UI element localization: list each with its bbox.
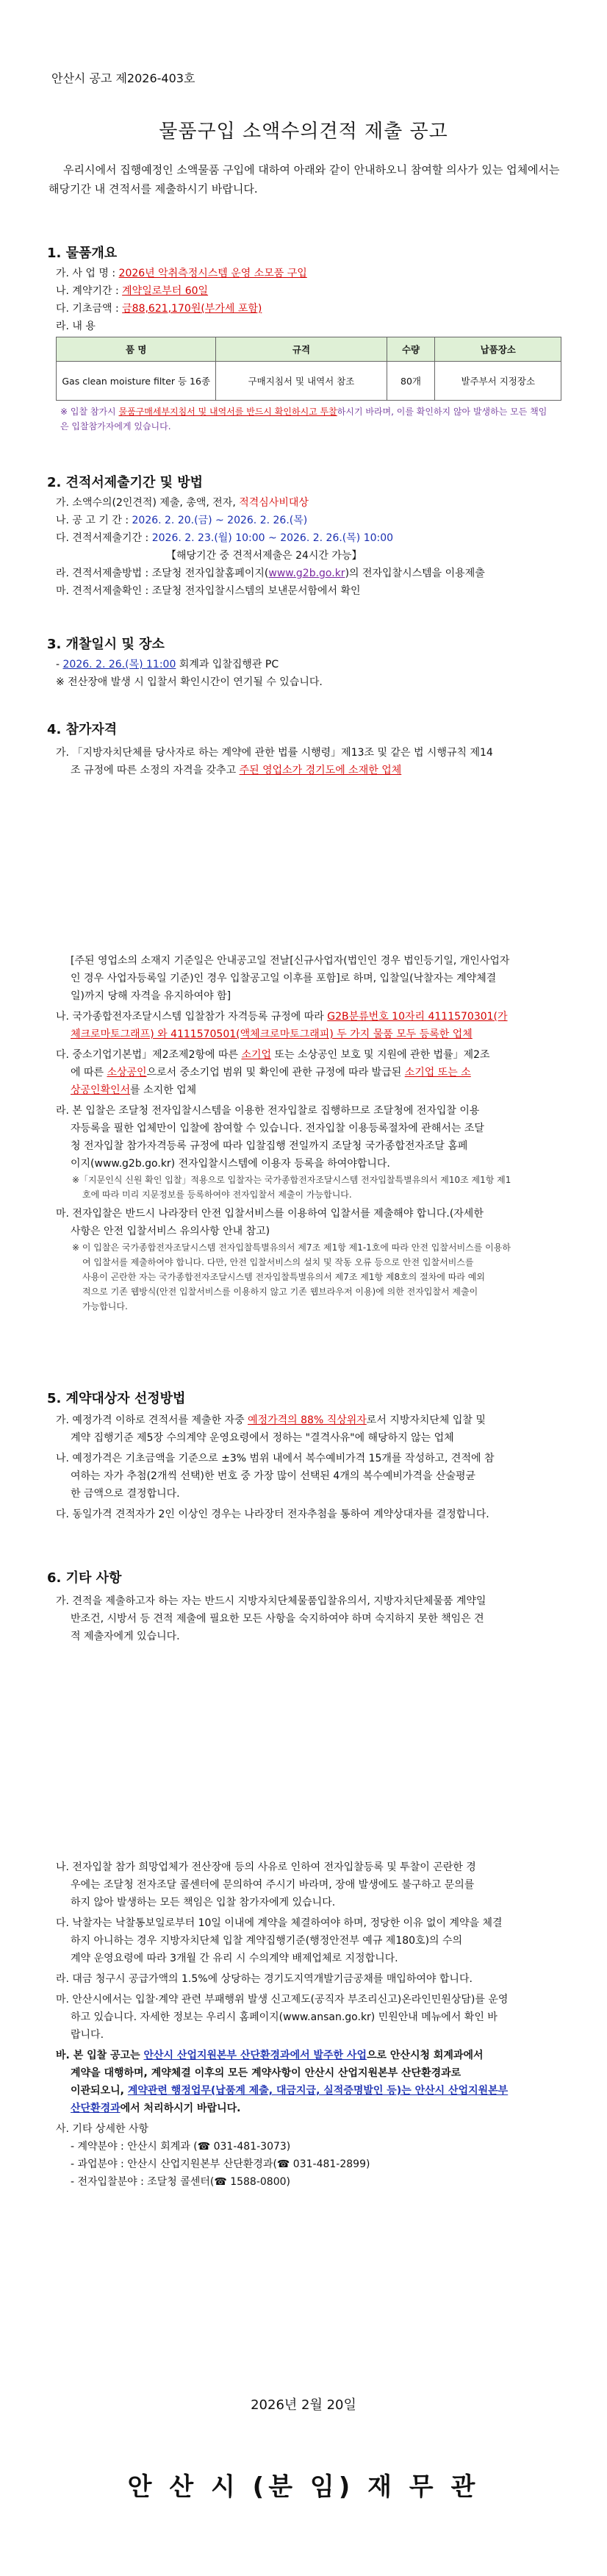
label: 가. 사 업 명 : [56, 268, 116, 279]
text: 다. 중소기업기본법」제2조제2항에 따른 [56, 1049, 239, 1061]
text: 으로 안산시청 회계과에서 [366, 2050, 484, 2061]
qual-ra-line2: 자등록을 필한 업체만이 입찰에 참여할 수 있습니다. 전자입찰 이용등록절차에 관해서는 조달 [71, 1123, 484, 1134]
cell-spec: 구매지침서 및 내역서 참조 [216, 362, 387, 401]
qual-da-line2 [56, 1064, 570, 1081]
qual-ma-line2: 사항은 안전 입찰서비스 유의사항 안내 참고) [71, 1226, 270, 1237]
label: )의 전자입찰시스템을 이용제출 [345, 568, 485, 579]
section-1-heading: 1. 물품개요 [47, 246, 118, 261]
etc-ba-line1 [56, 2047, 570, 2064]
etc-na-line2: 우에는 조달청 전자조달 콜센터에 문의하여 주시기 바라며, 장애 발생에도 불구하고 문의를 [71, 1879, 475, 1891]
bracket-line1: [주된 영업소의 소재지 기준일은 안내공고일 전날[신규사업자(법인인 경우 법인등기일, 개인사업자 [71, 955, 510, 967]
col-header-qty: 수량 [387, 337, 435, 362]
etc-ma-line2: 하고 있습니다. 자세한 정보는 우리시 홈페이지(www.ansan.go.kr) 민원안내 메뉴에서 확인 바 [71, 2011, 498, 2023]
note-emphasis: 물품구매세부지침서 및 내역서를 반드시 확인하시고 투찰 [118, 407, 337, 417]
emphasis: 예정가격의 88% 직상위자 [248, 1414, 367, 1426]
label: 나. 공 고 기 간 : [56, 515, 129, 526]
qual-ma-note1: ※ 이 입찰은 국가종합전자조달시스템 전자입찰특별유의서 제7조 제1항 제1-1호에 따라 안전 입찰서비스를 이용하 [72, 1242, 511, 1253]
etc-ma-line3: 랍니다. [71, 2029, 104, 2041]
text: 으로서 중소기업 범위 및 확인에 관한 규정에 따라 발급된 [146, 1067, 402, 1078]
opening-datetime: 2026. 2. 26.(목) 11:00 [62, 659, 176, 670]
text: 또는 소상공인 보호 및 지원에 관한 법률」제2조 [274, 1049, 490, 1061]
col-header-spec: 규격 [216, 337, 387, 362]
emphasis: 계약관련 행정업무(납품계 제출, 대금지급, 실적증명발인 등)는 안산시 산업지원본부 [127, 2085, 509, 2097]
section-4-ga [56, 744, 570, 779]
text: 를 소지한 업체 [130, 1084, 197, 1096]
select-da-line: 다. 동일가격 견적자가 2인 이상인 경우는 나라장터 전자추첨을 통하여 계약상대자를 결정합니다. [56, 1509, 489, 1520]
contact-item: - 전자입찰분야 : 조달청 콜센터(☎ 1588-0800) [71, 2176, 290, 2188]
cell-place: 발주부서 지정장소 [435, 362, 561, 401]
qual-da-line3 [56, 1081, 570, 1099]
text: 나. 국가종합전자조달시스템 입찰참가 자격등록 규정에 따라 [56, 1011, 324, 1023]
base-amount-row [56, 300, 563, 318]
text: 바. 본 입찰 공고는 [56, 2050, 140, 2061]
label: 다. 기초금액 : [56, 303, 119, 315]
submit-period: 2026. 2. 23.(월) 10:00 ~ 2026. 2. 26.(목) 10:00 [151, 532, 394, 544]
contact-item: - 계약분야 : 안산시 회계과 (☎ 031-481-3073) [71, 2141, 291, 2153]
label: 다. 견적서제출기간 : [56, 532, 149, 544]
qual-ra-note2: 호에 따라 미리 지문정보를 등록하여야 전자입찰서 제출이 가능합니다. [82, 1189, 352, 1200]
section-6-rest [56, 1858, 570, 2191]
opening-row: - 2026. 2. 26.(목) 11:00 회계과 입찰집행관 PC [56, 659, 279, 670]
business-name-row [56, 265, 563, 282]
submit-type-em: 적격심사비대상 [239, 497, 309, 509]
notice-date: 2026년 2월 20일 [251, 2397, 356, 2413]
etc-ba-line3 [56, 2082, 570, 2100]
col-header-item: 품 명 [57, 337, 216, 362]
emphasis: 소기업 [241, 1049, 272, 1061]
qual-ma-note5: 가능합니다. [82, 1301, 128, 1312]
submit-period-sub: 【해당기간 중 견적서제출은 24시간 가능】 [166, 550, 362, 562]
etc-na-line3: 하지 않아 발생하는 모든 책임은 입찰 참가자에게 있습니다. [71, 1897, 336, 1908]
cell-qty: 80개 [387, 362, 435, 401]
content-row [56, 318, 563, 335]
item-table [56, 337, 561, 401]
submit-type: 가. 소액수의(2인견적) 제출, 총액, 전자, [56, 497, 236, 509]
label: 라. 내 용 [56, 321, 96, 332]
section-5-body [56, 1412, 570, 1523]
emphasis: 체크로마토그래프) 와 4111570501(액체크로마토그래피) 두 가지 물품 모두 등록한 업체 [71, 1028, 473, 1040]
issuer-name: 안 산 시 (분 임) 재 무 관 [127, 2472, 480, 2502]
section-2-body [56, 494, 563, 600]
submit-period-row [56, 529, 563, 547]
select-na-line1: 나. 예정가격은 기초금액을 기준으로 ±3% 범위 내에서 복수예비가격 15개를 작성하고, 견적에 참 [56, 1453, 495, 1464]
page-title: 물품구입 소액수의견적 제출 공고 [159, 121, 448, 143]
label: 라. 견적서제출방법 : 조달청 전자입찰홈페이지( [56, 568, 269, 579]
section-4-heading: 4. 참가자격 [47, 722, 118, 737]
section-6-ga [56, 1592, 570, 1645]
opening-note: ※ 전산장애 발생 시 입찰서 확인시간이 연기될 수 있습니다. [56, 676, 323, 688]
section-3-heading: 3. 개찰일시 및 장소 [47, 637, 165, 652]
text: 로서 지방자치단체 입찰 및 [366, 1414, 486, 1426]
qual-da-line1 [56, 1046, 570, 1064]
text: 가. 예정가격 이하로 견적서를 제출한 자중 [56, 1414, 245, 1426]
qual-ma-note3: 사용이 곤란한 자는 국가종합전자조달시스템 전자입찰특별유의서 제7조 제1항 제8호의 절차에 따라 예외 [82, 1272, 485, 1282]
etc-da-line2: 하지 아니하는 경우 지방자치단체 입찰 계약집행기준(행정안전부 예규 제180호)의 수의 [71, 1935, 463, 1947]
section-5-heading: 5. 계약대상자 선정방법 [47, 1391, 186, 1406]
cell-item: Gas clean moisture filter 등 16종 [57, 362, 216, 401]
notice-period-row [56, 512, 563, 529]
emphasis: G2B분류번호 10자리 4111570301(가 [327, 1011, 508, 1023]
select-ga-line2: 계약 집행기준 제5장 수의계약 운영요령에서 정하는 "결격사유"에 해당하지 않는 업체 [71, 1432, 454, 1444]
submit-type-row [56, 494, 563, 512]
etc-na-line1: 나. 전자입찰 참가 희망업체가 전산장애 등의 사유로 인하여 전자입찰등록 및 투찰이 곤란한 경 [56, 1861, 476, 1873]
doc-number: 안산시 공고 제2026-403호 [51, 71, 195, 85]
emphasis: 소상공인 [107, 1067, 147, 1078]
emphasis: 안산시 산업지원본부 산단환경과에서 발주한 사업 [143, 2050, 367, 2061]
select-na-line2: 여하는 자가 추첨(2개씩 선택)한 번호 중 가장 많이 선택된 4개의 복수예비가격을 산술평균 [71, 1470, 476, 1482]
qual-ga-line1: 가. 「지방자치단체를 당사자로 하는 계약에 관한 법률 시행령」제13조 및 같은 법 시행규칙 제14 [56, 747, 493, 759]
qual-ma-line1: 마. 전자입찰은 반드시 나라장터 안전 입찰서비스를 이용하여 입찰서를 제출해야 합니다.(자세한 [56, 1208, 484, 1220]
etc-ma-line1: 마. 안산시에서는 입찰·계약 관련 부패행위 발생 신고제도(공직자 부조리신고)온라인민원상담)를 운영 [56, 1994, 509, 2006]
notice-period: 2026. 2. 20.(금) ~ 2026. 2. 26.(목) [132, 515, 308, 526]
note-suffix: 하시기 바라며, 이를 확인하지 않아 발생하는 모든 책임은 입찰참가자에게 있습니다. [60, 407, 547, 432]
etc-ga-line2: 반조건, 시방서 등 견적 제출에 필요한 모든 사항을 숙지하여야 하며 숙지하지 못한 책임은 견 [71, 1613, 484, 1625]
text: 에 따른 [71, 1067, 104, 1078]
qual-ma-note2: 여 입찰서를 제출하여야 합니다. 다만, 안전 입찰서비스의 설치 및 작동 오류 등으로 안전 입찰서비스를 [82, 1257, 474, 1267]
base-amount: 금88,621,170원(부가세 포함) [122, 303, 262, 315]
section-3-body [56, 656, 563, 691]
emphasis: 소기업 또는 소 [404, 1067, 471, 1078]
submit-confirm-row: 마. 견적서제출확인 : 조달청 전자입찰시스템의 보낸문서함에서 확인 [56, 585, 361, 597]
etc-ga-line1: 가. 견적을 제출하고자 하는 자는 반드시 지방자치단체물품입찰유의서, 지방자치단체물품 계약일 [56, 1595, 486, 1607]
text: 에서 처리하시기 바랍니다. [120, 2103, 241, 2114]
etc-ga-line3: 적 제출자에게 있습니다. [71, 1631, 180, 1642]
etc-da-line1: 다. 낙찰자는 낙찰통보일로부터 10일 이내에 계약을 체결하여야 하며, 정당한 이유 없이 계약을 체결 [56, 1917, 503, 1929]
contact-item: - 과업분야 : 안산시 산업지원본부 산단환경과(☎ 031-481-2899) [71, 2158, 370, 2170]
etc-sa-line: 사. 기타 상세한 사항 [56, 2123, 148, 2135]
table-row [57, 362, 561, 401]
text: 이관되오니, [71, 2085, 124, 2097]
section-1-body [56, 265, 563, 335]
section-6-heading: 6. 기타 사항 [47, 1570, 122, 1586]
business-name: 2026년 악취측정시스템 운영 소모품 구입 [118, 268, 307, 279]
contract-period: 계약일로부터 60일 [122, 285, 209, 297]
qual-ma-note4: 적으로 기존 웹방식(안전 입찰서비스를 이용하지 않고 기존 웹브라우저 이용)에 의한 전자입찰서 제출이 [82, 1287, 478, 1297]
emphasis: 주된 영업소가 경기도에 소재한 업체 [239, 765, 402, 776]
select-ga-line1 [56, 1412, 570, 1429]
etc-ra-line: 라. 대금 청구시 공급가액의 1.5%에 상당하는 경기도지역개발기금공채를 매입하여야 합니다. [56, 1973, 473, 1985]
qual-na-line1 [56, 1008, 570, 1026]
submit-method-row [56, 565, 563, 582]
qual-ra-line1: 라. 본 입찰은 조달청 전자입찰시스템을 이용한 전자입찰로 집행하므로 조달청에 전자입찰 이용 [56, 1105, 480, 1117]
section-2-heading: 2. 견적서제출기간 및 방법 [47, 475, 204, 490]
label: 나. 계약기간 : [56, 285, 119, 297]
note-prefix: ※ 입찰 참가시 [60, 407, 116, 417]
section-1-note [60, 404, 553, 434]
intro-text: 우리시에서 집행예정인 소액물품 구입에 대하여 아래와 같이 안내하오니 참여할 의사가 있는 업체에서는 해당기간 내 견적서를 제출하시기 바랍니다. [49, 163, 560, 196]
bracket-line2: 인 경우 사업자등록일 기준)인 경우 입찰공고일 이후를 포함]로 하며, 입찰일(낙찰자는 계약체결 [71, 973, 497, 984]
etc-da-line3: 계약 운영요령에 따라 3개월 간 유리 시 수의계약 배제업체로 지정합니다. [71, 1953, 398, 1964]
qual-na-line2 [56, 1026, 570, 1043]
bracket-line3: 일)까지 당해 자격을 유지하여야 함] [71, 990, 231, 1002]
g2b-link[interactable]: www.g2b.go.kr [268, 568, 345, 579]
section-4-rest [56, 952, 570, 1314]
emphasis: 상공인확인서 [71, 1084, 131, 1096]
opening-place: 회계과 입찰집행관 PC [179, 659, 279, 670]
qual-ra-note1: ※「지문인식 신원 확인 입찰」적용으로 입찰자는 국가종합전자조달시스템 전자입찰특별유의서 제10조 제1항 제1 [72, 1175, 511, 1185]
etc-ba-line2: 계약을 대행하며, 계약체결 이후의 모든 계약사항이 안산시 산업지원본부 산단환경과로 [71, 2067, 461, 2079]
col-header-place: 납품장소 [435, 337, 561, 362]
etc-ba-line4 [56, 2100, 570, 2117]
qual-ra-line4: 이지(www.g2b.go.kr) 전자입찰시스템에 이용자 등록을 하여야합니다. [71, 1158, 390, 1170]
qual-ga-line2 [56, 762, 570, 779]
emphasis: 산단환경과 [71, 2103, 121, 2114]
text: 조 규정에 따른 소정의 자격을 갖추고 [71, 765, 237, 776]
qual-ra-line3: 청 전자입찰 참가자격등록 규정에 따라 입찰집행 전일까지 조달청 국가종합전자조달 홈페 [71, 1140, 468, 1152]
contract-period-row [56, 282, 563, 300]
select-na-line3: 한 금액으로 결정합니다. [71, 1488, 180, 1500]
table-header-row [57, 337, 561, 362]
